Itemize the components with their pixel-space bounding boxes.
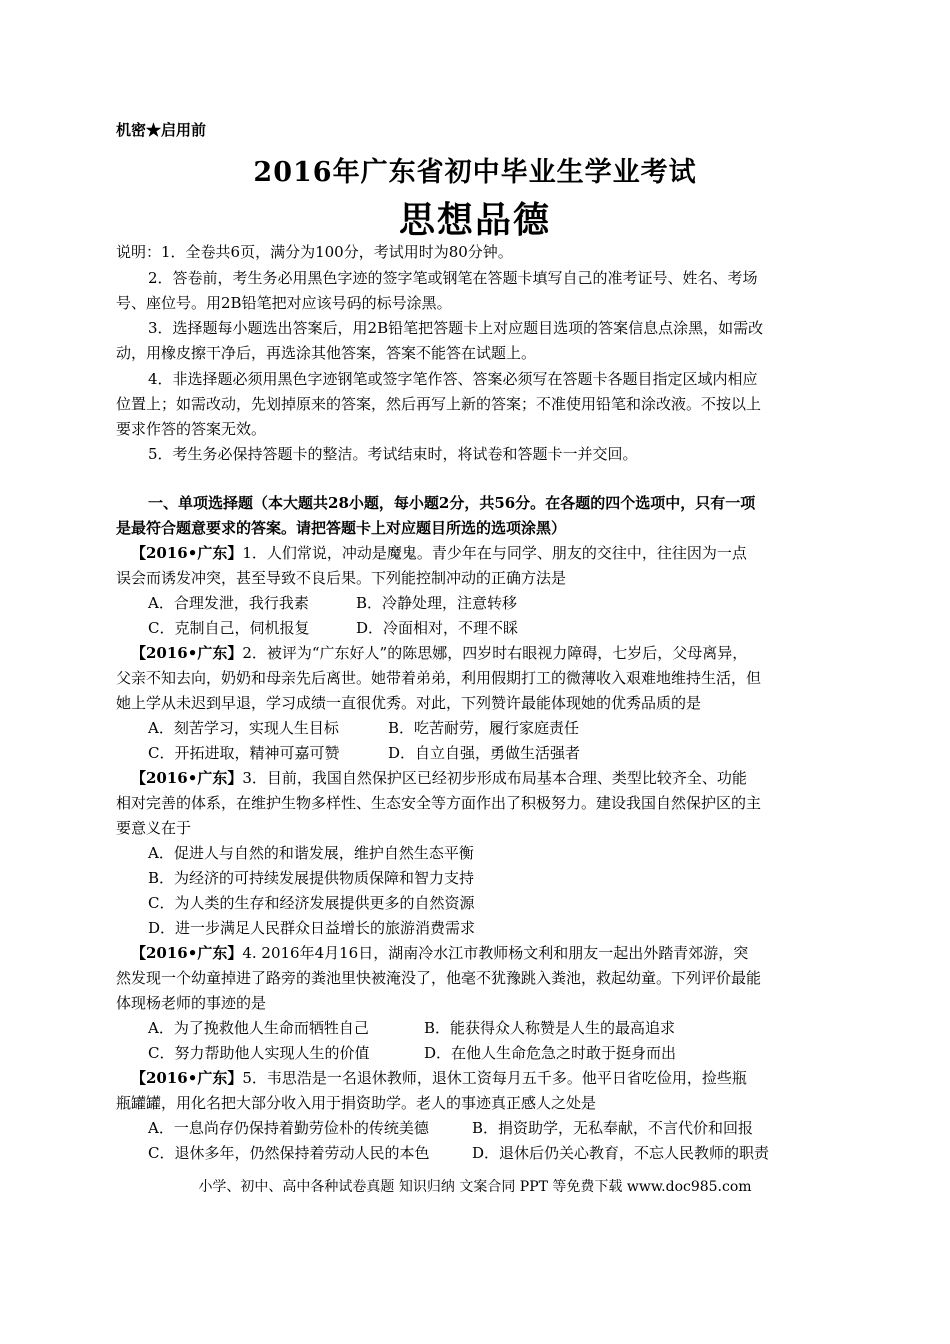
option-a: A．促进人与自然的和谐发展，维护自然生态平衡 [148,844,474,862]
option-a: A．为了挽救他人生命而牺牲自己 [148,1019,369,1037]
question-text: 父亲不知去向，奶奶和母亲先后离世。她带着弟弟，利用假期打工的微薄收入艰难地维持生活，但 [116,669,762,687]
option-b: B．为经济的可持续发展提供物质保障和智力支持 [148,869,475,887]
question-text: 2．被评为“广东好人”的陈思娜，四岁时右眼视力障碍，七岁后，父母离异， [242,644,748,662]
instruction-line: 说明：1．全卷共6页，满分为100分，考试用时为80分钟。 [116,243,513,261]
question-text: 1．人们常说，冲动是魔鬼。青少年在与同学、朋友的交往中，往往因为一点 [242,544,747,562]
section-heading-cont: 是最符合题意要求的答案。请把答题卡上对应题目所选的选项涂黑） [116,519,567,537]
option-b: B．吃苦耐劳，履行家庭责任 [388,719,580,737]
instruction-line: 位置上；如需改动，先划掉原来的答案，然后再写上新的答案；不准使用铅笔和涂改液。不按以上 [116,395,762,413]
option-d: D．自立自强，勇做生活强者 [388,744,581,762]
subject-title: 思想品德 [398,199,551,241]
question-text: 5．韦思浩是一名退休教师，退休工资每月五千多。他平日省吃俭用，捡些瓶 [242,1069,747,1087]
question-5 [131,1068,747,1088]
option-b: B．捐资助学，无私奉献，不言代价和回报 [472,1119,754,1137]
instruction-line: 5．考生务必保持答题卡的整洁。考试结束时，将试卷和答题卡一并交回。 [148,445,638,463]
exam-title: 2016年广东省初中毕业生学业考试 [253,157,697,188]
option-c: C．克制自己，伺机报复 [148,619,310,637]
option-d: D．冷面相对，不理不睬 [356,619,519,637]
question-tag: 【2016•广东】 [131,769,243,787]
question-4 [131,943,748,963]
section-heading: 一、单项选择题（本大题共28小题，每小题2分，共56分。在各题的四个选项中，只有一项 [148,494,756,512]
option-c: C．为人类的生存和经济发展提供更多的自然资源 [148,894,475,912]
option-a: A．合理发泄，我行我素 [148,594,309,612]
instruction-line: 4．非选择题必须用黑色字迹钢笔或签字笔作答、答案必须写在答题卡各题目指定区域内相应 [148,370,758,388]
option-d: D．进一步满足人民群众日益增长的旅游消费需求 [148,919,476,937]
option-c: C．开拓进取，精神可嘉可赞 [148,744,340,762]
footer-download-note: 小学、初中、高中各种试卷真题 知识归纳 文案合同 PPT 等免费下载 www.doc985.com [198,1179,752,1195]
question-text: 误会而诱发冲突，甚至导致不良后果。下列能控制冲动的正确方法是 [116,569,567,587]
option-d: D．在他人生命危急之时敢于挺身而出 [424,1044,677,1062]
option-b: B．能获得众人称赞是人生的最高追求 [424,1019,676,1037]
instruction-line: 要求作答的答案无效。 [116,420,267,438]
confidential-label: 机密★启用前 [116,121,207,139]
instruction-line: 动，用橡皮擦干净后，再选涂其他答案，答案不能答在试题上。 [116,344,537,362]
question-tag: 【2016•广东】 [131,544,243,562]
question-text: 她上学从未迟到早退，学习成绩一直很优秀。对此，下列赞许最能体现她的优秀品质的是 [116,694,702,712]
question-text: 相对完善的体系，在维护生物多样性、生态安全等方面作出了积极努力。建设我国自然保护区的主 [116,794,762,812]
question-tag: 【2016•广东】 [131,944,243,962]
option-c: C．努力帮助他人实现人生的价值 [148,1044,370,1062]
question-3 [131,768,747,788]
option-b: B．冷静处理，注意转移 [356,594,518,612]
question-tag: 【2016•广东】 [131,644,243,662]
instruction-line: 3．选择题每小题选出答案后，用2B铅笔把答题卡上对应题目选项的答案信息点涂黑，如需改 [148,319,764,337]
option-c: C．退休多年，仍然保持着劳动人民的本色 [148,1144,430,1162]
question-tag: 【2016•广东】 [131,1069,243,1087]
question-text: 体现杨老师的事迹的是 [116,994,267,1012]
question-text: 要意义在于 [116,819,192,837]
option-a: A．刻苦学习，实现人生目标 [148,719,339,737]
option-a: A．一息尚存仍保持着勤劳俭朴的传统美德 [148,1119,429,1137]
question-text: 4. 2016年4月16日，湖南冷水江市教师杨文利和朋友一起出外踏青郊游，突 [242,944,749,962]
question-text: 然发现一个幼童掉进了路旁的粪池里快被淹没了，他毫不犹豫跳入粪池，救起幼童。下列评价最能 [116,969,762,987]
instruction-line: 号、座位号。用2B铅笔把对应该号码的标号涂黑。 [116,294,452,312]
option-d: D．退休后仍关心教育，不忘人民教师的职责 [472,1144,770,1162]
instruction-line: 2．答卷前，考生务必用黑色字迹的签字笔或钢笔在答题卡填写自己的准考证号、姓名、考场 [148,269,758,287]
question-text: 3．目前，我国自然保护区已经初步形成布局基本合理、类型比较齐全、功能 [242,769,747,787]
question-2 [131,643,747,663]
question-1 [131,543,747,563]
question-text: 瓶罐罐，用化名把大部分收入用于捐资助学。老人的事迹真正感人之处是 [116,1094,597,1112]
